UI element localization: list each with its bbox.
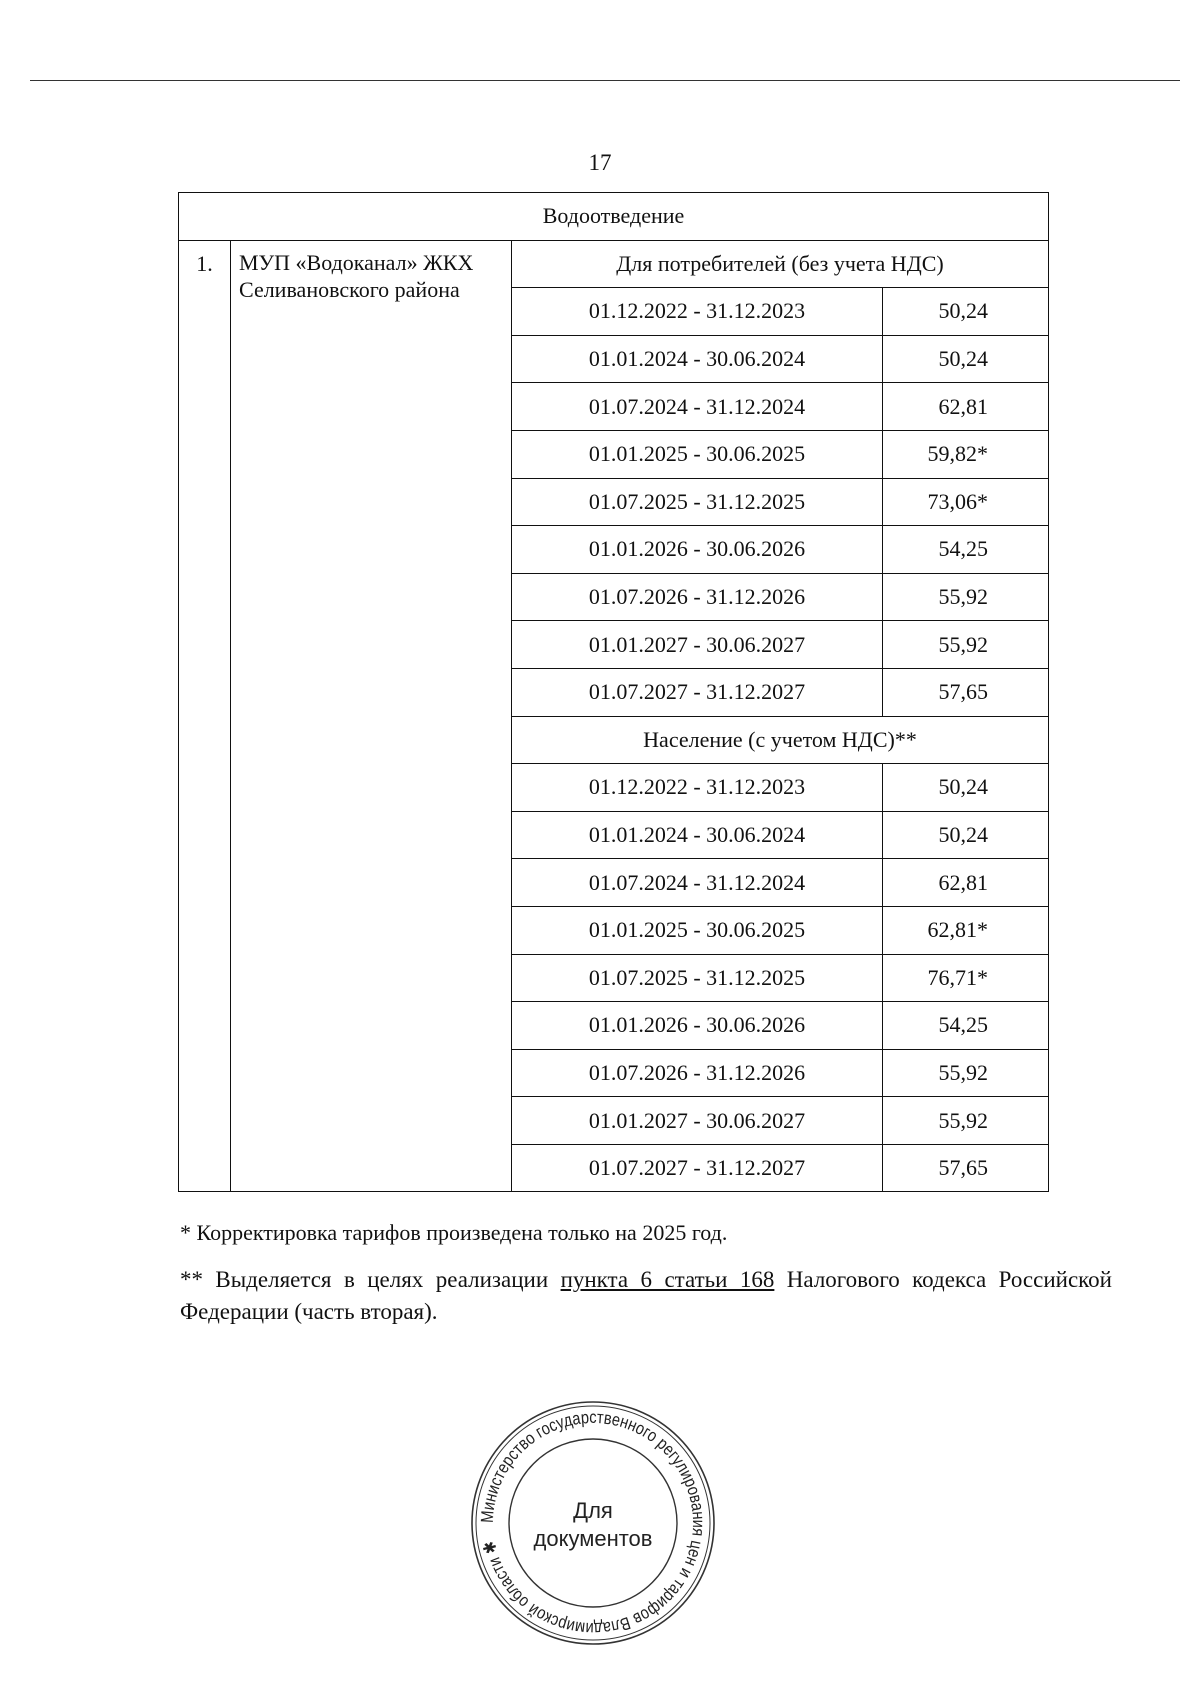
organization-line1: МУП «Водоканал» ЖКХ [239, 249, 474, 275]
tariff-value-cell: 55,92 [883, 1049, 1049, 1097]
period-cell: 01.01.2024 - 30.06.2024 [512, 811, 883, 859]
period-cell: 01.07.2026 - 31.12.2026 [512, 1049, 883, 1097]
period-cell: 01.01.2027 - 30.06.2027 [512, 621, 883, 669]
group-title: Для потребителей (без учета НДС) [512, 240, 1049, 288]
stamp-ring-text [477, 1407, 709, 1639]
period-cell: 01.12.2022 - 31.12.2023 [512, 764, 883, 812]
tariff-value-cell: 62,81 [883, 383, 1049, 431]
tariff-value-cell: 55,92 [883, 1097, 1049, 1145]
tariff-value-cell: 59,82* [883, 430, 1049, 478]
tariff-value-cell: 62,81* [883, 906, 1049, 954]
row-number: 1. [179, 240, 231, 1192]
tariff-value-cell: 54,25 [883, 1002, 1049, 1050]
tariff-value-cell: 57,65 [883, 668, 1049, 716]
period-cell: 01.01.2027 - 30.06.2027 [512, 1097, 883, 1145]
period-cell: 01.07.2025 - 31.12.2025 [512, 478, 883, 526]
tariff-value-cell: 57,65 [883, 1144, 1049, 1192]
stamp-inner-ring [509, 1439, 677, 1607]
stamp-center-line2: документов [533, 1526, 653, 1551]
period-cell: 01.01.2026 - 30.06.2026 [512, 1002, 883, 1050]
organization-line2: Селивановского района [239, 276, 460, 302]
tax-code-link[interactable]: пункта 6 статьи 168 [560, 1267, 775, 1292]
period-cell: 01.01.2025 - 30.06.2025 [512, 430, 883, 478]
footnote-vat [180, 1264, 1112, 1328]
tariff-value-cell: 76,71* [883, 954, 1049, 1002]
tariff-value-cell: 54,25 [883, 526, 1049, 574]
footnote-vat-prefix: ** Выделяется в целях реализации [180, 1267, 561, 1292]
tariff-value-cell: 55,92 [883, 621, 1049, 669]
period-cell: 01.01.2025 - 30.06.2025 [512, 906, 883, 954]
period-cell: 01.07.2024 - 31.12.2024 [512, 859, 883, 907]
tariff-value-cell: 50,24 [883, 335, 1049, 383]
group-header-row [179, 240, 1049, 288]
stamp-ring-text-path: Министерство государственного регулирования цен и тарифов Владимирской области ✱ [476, 1406, 710, 1640]
page-number: 17 [588, 150, 612, 175]
period-cell: 01.01.2024 - 30.06.2024 [512, 335, 883, 383]
stamp-center-line1: Для [573, 1498, 613, 1523]
period-cell: 01.07.2027 - 31.12.2027 [512, 668, 883, 716]
period-cell: 01.07.2024 - 31.12.2024 [512, 383, 883, 431]
tariff-value-cell: 50,24 [883, 288, 1049, 336]
tariff-value-cell: 62,81 [883, 859, 1049, 907]
section-title: Водоотведение [179, 193, 1049, 241]
tariff-value-cell: 73,06* [883, 478, 1049, 526]
organization-name [231, 240, 512, 1192]
tariff-table [178, 192, 1049, 1192]
tariff-value-cell: 55,92 [883, 573, 1049, 621]
tariff-value-cell: 50,24 [883, 764, 1049, 812]
period-cell: 01.07.2027 - 31.12.2027 [512, 1144, 883, 1192]
tariff-value-cell: 50,24 [883, 811, 1049, 859]
official-stamp [468, 1398, 718, 1648]
period-cell: 01.01.2026 - 30.06.2026 [512, 526, 883, 574]
footnote-vat-suffix: Налогового кодекса Российской Федерации (часть вторая). [180, 1267, 1112, 1324]
period-cell: 01.07.2025 - 31.12.2025 [512, 954, 883, 1002]
period-cell: 01.12.2022 - 31.12.2023 [512, 288, 883, 336]
header-rule [30, 80, 1180, 81]
section-header-row [179, 193, 1049, 241]
period-cell: 01.07.2026 - 31.12.2026 [512, 573, 883, 621]
footnote-correction: * Корректировка тарифов произведена только на 2025 год. [180, 1220, 728, 1245]
group-title: Население (с учетом НДС)** [512, 716, 1049, 764]
